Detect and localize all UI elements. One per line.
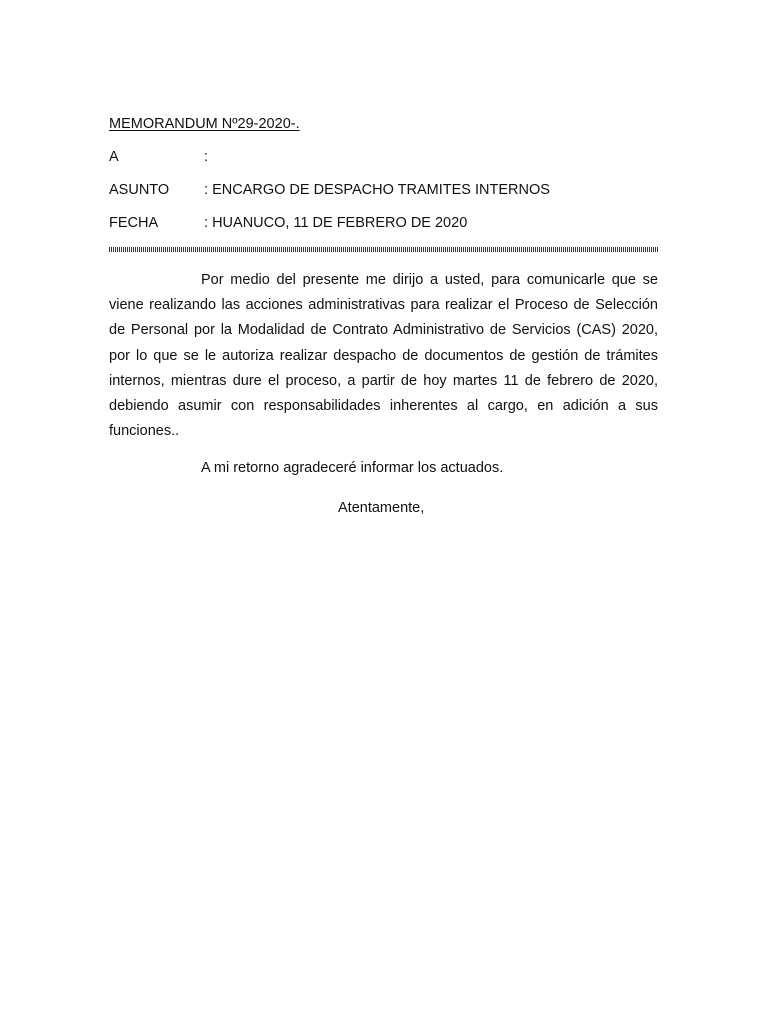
- recipient-label: A: [109, 149, 119, 165]
- subject-label: ASUNTO: [109, 182, 170, 198]
- date-label: FECHA: [109, 215, 159, 231]
- memo-body-paragraph: Por medio del presente me dirijo a usted, para comunicarle que se viene realizando las acciones administrativas para realizar el Proceso de Selección de Personal por la Modalidad de Contrato Administrativo de Servicios (CAS) 2020, por lo que se le autoriza realizar despacho de documentos de gestión de trámites internos, mientras dure el proceso, a partir de hoy martes 11 de febrero de 2020, debiendo asumir con responsabilidades inherentes al cargo, en adición a sus funciones..: [109, 272, 658, 440]
- closing-paragraph: A mi retorno agradeceré informar los actuados.: [201, 460, 504, 476]
- header-separator: [109, 247, 658, 252]
- subject-row: [109, 182, 550, 198]
- date-row: [109, 215, 467, 231]
- recipient-row: [109, 149, 208, 165]
- memo-title: MEMORANDUM Nº29-2020-.: [109, 116, 300, 132]
- signoff-text: Atentamente,: [338, 500, 425, 516]
- subject-value: : ENCARGO DE DESPACHO TRAMITES INTERNOS: [204, 182, 550, 198]
- date-value: : HUANUCO, 11 DE FEBRERO DE 2020: [204, 215, 468, 231]
- recipient-value: :: [204, 149, 209, 165]
